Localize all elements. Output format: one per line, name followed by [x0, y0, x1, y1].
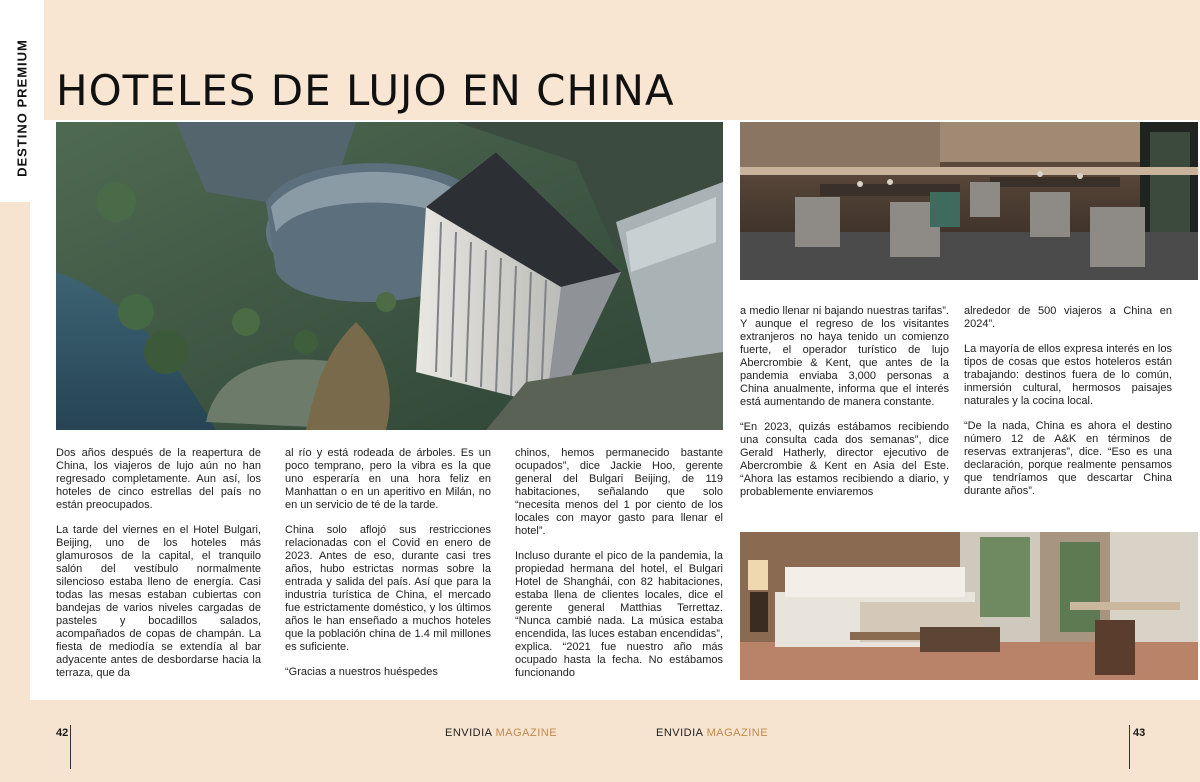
- text-column-4: [740, 305, 949, 511]
- brand-name: ENVIDIA: [445, 727, 493, 739]
- bedroom-photo: [740, 532, 1198, 680]
- brand-suffix: MAGAZINE: [495, 727, 558, 739]
- text-column-5: [964, 305, 1172, 510]
- footer-brand-left: [445, 727, 557, 739]
- paragraph: China solo aflojó sus restricciones relacionadas con el Covid en enero de 2023. Antes de eso, durante casi tres años, hubo estrictas normas sobre la entrada y salida del país. Así que para la industria turística de China, el mercado fue estrictamente doméstico, y los últimos años le han enseñado a muchos hoteles que la población china de 1.4 mil millones es suficiente.: [285, 524, 491, 653]
- paragraph: alrededor de 500 viajeros a China en 2024”.: [964, 305, 1172, 330]
- section-tab-label: DESTINO PREMIUM: [14, 39, 30, 177]
- page-number-right: 43: [1133, 727, 1146, 739]
- paragraph: a medio llenar ni bajando nuestras tarifas”. Y aunque el regreso de los visitantes extranjeros no haya tenido un comienzo fuerte, el operador turístico de lujo Abercrombie & Kent, que antes de la pandemia enviaba 3,000 personas a China anualmente, informa que el interés está aumentando de manera constante.: [740, 305, 949, 408]
- brand-suffix: MAGAZINE: [706, 727, 769, 739]
- paragraph: al río y está rodeada de árboles. Es un poco temprano, pero la vibra es la que uno esperaría en una hora feliz en Manhattan o en un aperitivo en Milán, no en un servicio de té de la tarde.: [285, 447, 491, 511]
- footer-rule-right: [1129, 725, 1130, 769]
- text-column-3: [515, 447, 723, 692]
- brand-name: ENVIDIA: [656, 727, 704, 739]
- paragraph: Dos años después de la reapertura de China, los viajeros de lujo aún no han regresado completamente. Aun así, los hoteles de cinco estrellas del país no están preocupados.: [56, 447, 261, 511]
- paragraph: chinos, hemos permanecido bastante ocupados”, dice Jackie Hoo, gerente general del Bulgari Beijing, de 119 habitaciones, señalando que solo “necesita menos del 1 por ciento de los locales con mayor gasto para llenar el hotel”.: [515, 447, 723, 537]
- restaurant-photo: [740, 122, 1198, 280]
- page-title: HOTELES DE LUJO EN CHINA: [56, 66, 675, 115]
- paragraph: “Gracias a nuestros huéspedes: [285, 666, 438, 678]
- footer-brand-right: [656, 727, 768, 739]
- page-number-left: 42: [56, 727, 69, 739]
- paragraph: La mayoría de ellos expresa interés en los tipos de cosas que estos hoteleros están trabajando: destinos fuera de lo común, inmersión cultural, hermosos paisajes naturales y la cocina local.: [964, 343, 1172, 407]
- section-tab: [0, 0, 44, 202]
- footer-rule-left: [70, 725, 71, 769]
- aerial-hotel-photo: [56, 122, 723, 430]
- text-column-2: [285, 447, 491, 691]
- paragraph: Incluso durante el pico de la pandemia, la propiedad hermana del hotel, el Bulgari Hotel de Shanghái, con 82 habitaciones, estaba llena de clientes locales, dice el gerente general Matthias Terrettaz. “Nunca cambié nada. La música estaba encendida, las luces estaban encendidas”, explica. “2021 fue nuestro año más ocupado hasta la fecha. No estábamos funcionando: [515, 550, 723, 679]
- paragraph: La tarde del viernes en el Hotel Bulgari, Beijing, uno de los hoteles más glamurosos de la capital, el tranquilo salón del vestíbulo normalmente silencioso estaba lleno de energía. Casi todas las mesas estaban cubiertas con bandejas de varios niveles cargadas de pasteles y bocadillos salados, acompañados de copas de champán. La fiesta de mediodía se extendía al bar adyacente antes de desbordarse hacia la terraza, que da: [56, 524, 261, 679]
- paragraph: “De la nada, China es ahora el destino número 12 de A&K en términos de reservas extranjeras”, dice. “Eso es una declaración, porque realmente pensamos que tendríamos que descartar China durante años”.: [964, 420, 1172, 497]
- paragraph: “En 2023, quizás estábamos recibiendo una consulta cada dos semanas”, dice Gerald Hatherly, director ejecutivo de Abercrombie & Kent en Asia del Este. “Ahora las estamos recibiendo a diario, y probablemente enviaremos: [740, 421, 949, 498]
- text-column-1: [56, 447, 261, 692]
